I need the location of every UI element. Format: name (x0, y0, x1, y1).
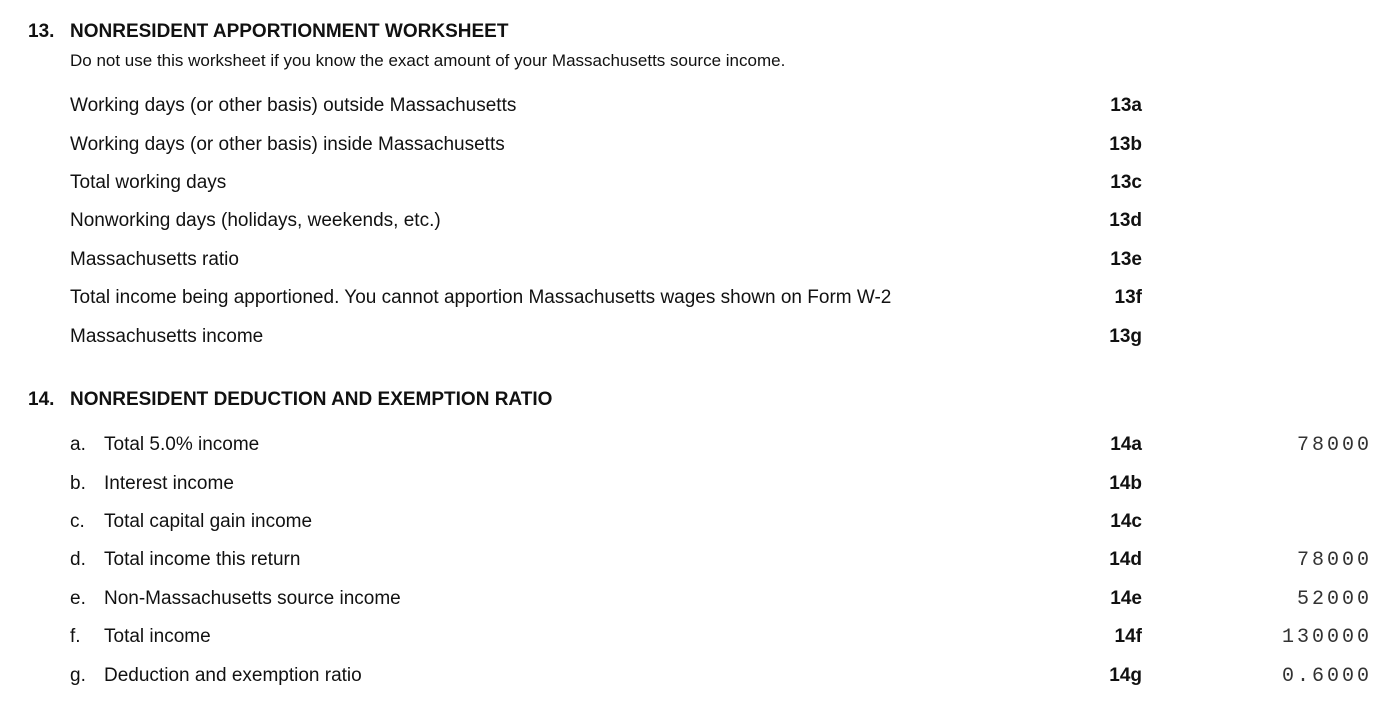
line-code: 14a (1110, 434, 1142, 455)
line-code: 13a (1110, 95, 1142, 116)
line-code: 13e (1110, 249, 1142, 270)
line-label: Massachusetts income (70, 326, 264, 347)
line-letter: g. (70, 665, 86, 686)
line-13b (0, 134, 1400, 158)
line-letter: d. (70, 549, 86, 570)
line-13f (0, 287, 1400, 311)
line-letter: e. (70, 588, 86, 609)
line-label: Working days (or other basis) inside Massachusetts (70, 134, 505, 155)
line-label: Nonworking days (holidays, weekends, etc.) (70, 210, 441, 231)
line-code: 13d (1109, 210, 1142, 231)
line-label: Total income being apportioned. You cannot apportion Massachusetts wages shown on Form W-2 (70, 287, 892, 308)
line-14b (0, 473, 1400, 497)
section-13-number: 13. (28, 21, 55, 42)
section-14-title: NONRESIDENT DEDUCTION AND EXEMPTION RATIO (70, 389, 553, 410)
line-letter: a. (70, 434, 86, 455)
line-label: Total capital gain income (104, 511, 313, 532)
line-14d (0, 549, 1400, 573)
line-14f (0, 626, 1400, 650)
line-value[interactable]: 78000 (1296, 549, 1372, 572)
line-label: Massachusetts ratio (70, 249, 239, 270)
line-code: 14e (1110, 588, 1142, 609)
line-13c (0, 172, 1400, 196)
line-value[interactable]: 52000 (1296, 588, 1372, 611)
line-label: Interest income (104, 473, 234, 494)
line-letter: b. (70, 473, 86, 494)
line-13e (0, 249, 1400, 273)
section-13-note: Do not use this worksheet if you know the exact amount of your Massachusetts source income. (70, 51, 786, 70)
line-14e (0, 588, 1400, 612)
line-13a (0, 95, 1400, 119)
line-code: 14f (1114, 626, 1142, 647)
line-code: 14d (1109, 549, 1142, 570)
line-14a (0, 434, 1400, 458)
line-value[interactable]: 78000 (1296, 434, 1372, 457)
line-letter: f. (70, 626, 81, 647)
line-code: 13b (1109, 134, 1142, 155)
line-13d (0, 210, 1400, 234)
line-label: Working days (or other basis) outside Massachusetts (70, 95, 517, 116)
line-label: Total income (104, 626, 211, 647)
line-14g (0, 665, 1400, 689)
line-label: Non-Massachusetts source income (104, 588, 401, 609)
line-14c (0, 511, 1400, 535)
line-code: 13g (1109, 326, 1142, 347)
line-code: 14g (1109, 665, 1142, 686)
line-letter: c. (70, 511, 85, 532)
line-code: 13c (1110, 172, 1142, 193)
line-label: Total income this return (104, 549, 301, 570)
line-label: Total working days (70, 172, 227, 193)
line-label: Deduction and exemption ratio (104, 665, 362, 686)
line-code: 14c (1110, 511, 1142, 532)
line-value[interactable]: 130000 (1281, 626, 1372, 649)
section-14-number: 14. (28, 389, 55, 410)
section-13-header (28, 21, 508, 43)
line-label: Total 5.0% income (104, 434, 260, 455)
line-code: 14b (1109, 473, 1142, 494)
section-14-header (28, 389, 552, 411)
line-value[interactable]: 0.6000 (1281, 665, 1372, 688)
line-code: 13f (1114, 287, 1142, 308)
section-13-title: NONRESIDENT APPORTIONMENT WORKSHEET (70, 21, 509, 42)
line-13g (0, 326, 1400, 350)
